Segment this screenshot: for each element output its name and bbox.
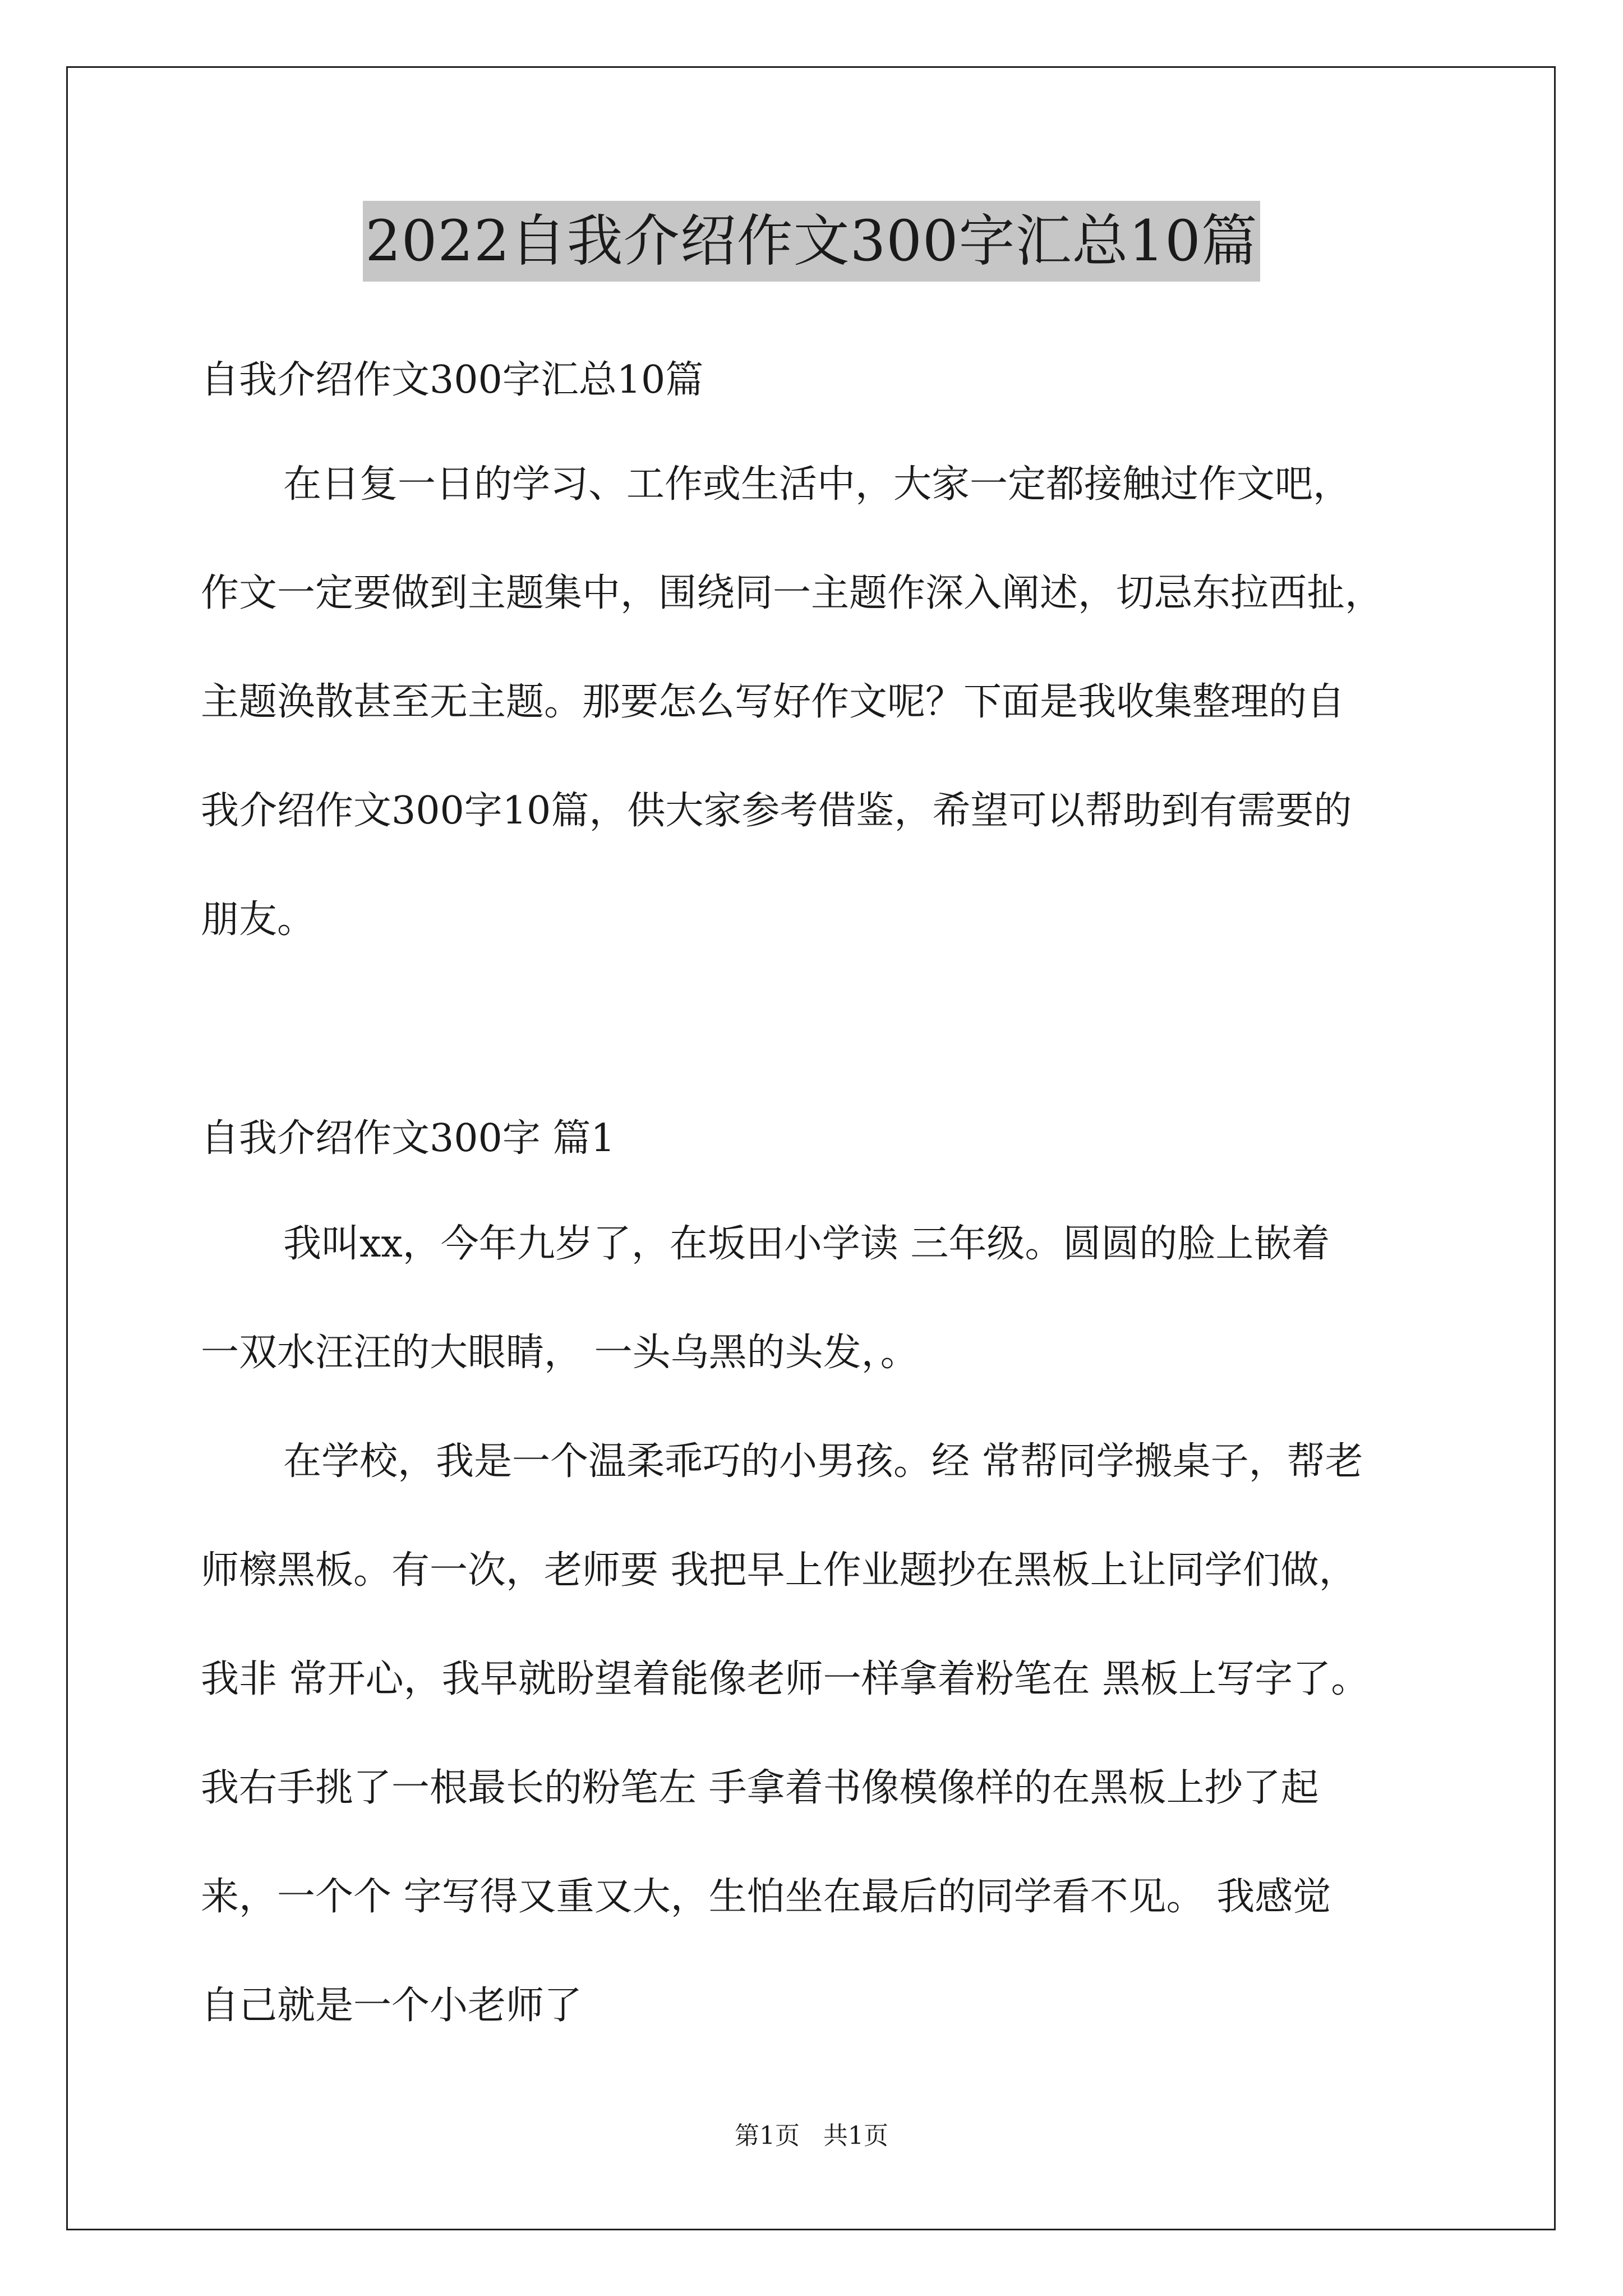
intro-line: 作文一定要做到主题集中，围绕同一主题作深入阐述，切忌东拉西扯， <box>201 571 1384 615</box>
paragraph-line: 在学校，我是一个温柔乖巧的小男孩。经 常帮同学搬桌子，帮老 <box>283 1439 1363 1484</box>
paragraph-line: 我叫xx，今年九岁了，在坂田小学读 三年级。圆圆的脸上嵌着 <box>283 1222 1330 1266</box>
title-container <box>0 201 1623 282</box>
paragraph-line: 师檫黑板。有一次，老师要 我把早上作业题抄在黑板上让同学们做， <box>201 1548 1357 1593</box>
paragraph-line: 来，一个个 字写得又重又大，生怕坐在最后的同学看不见。 我感觉 <box>201 1875 1331 1919</box>
document-title: 2022自我介绍作文300字汇总10篇 <box>363 201 1260 282</box>
intro-line: 主题涣散甚至无主题。那要怎么写好作文呢？下面是我收集整理的自 <box>201 680 1345 724</box>
intro-line: 在日复一日的学习、工作或生活中，大家一定都接触过作文吧， <box>283 462 1352 507</box>
paragraph-line: 自己就是一个小老师了 <box>201 1984 583 2028</box>
document-subtitle: 自我介绍作文300字汇总10篇 <box>201 358 704 402</box>
intro-line: 朋友。 <box>201 898 316 942</box>
page-footer: 第1页 共1页 <box>735 2122 888 2150</box>
intro-line: 我介绍作文300字10篇，供大家参考借鉴，希望可以帮助到有需要的 <box>201 789 1352 833</box>
paragraph-line: 我右手挑了一根最长的粉笔左 手拿着书像模像样的在黑板上抄了起 <box>201 1766 1319 1810</box>
section-heading: 自我介绍作文300字 篇1 <box>201 1116 615 1161</box>
paragraph-line: 一双水汪汪的大眼睛， 一头乌黑的头发，。 <box>201 1331 919 1375</box>
paragraph-line: 我非 常开心，我早就盼望着能像老师一样拿着粉笔在 黑板上写字了。 <box>201 1657 1370 1701</box>
